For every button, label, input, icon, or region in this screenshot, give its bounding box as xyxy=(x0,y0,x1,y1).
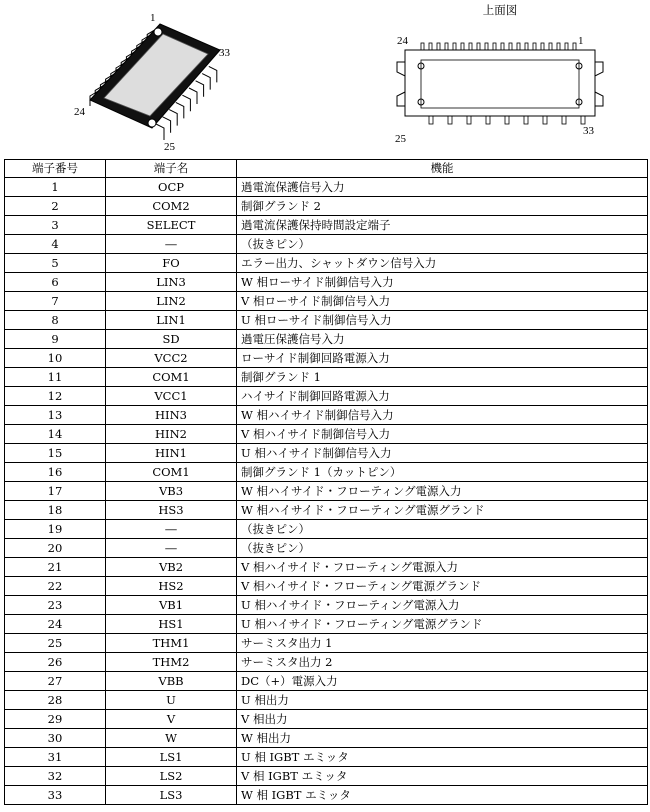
pin-number-cell: 30 xyxy=(5,729,106,748)
pin-lead xyxy=(437,43,440,50)
table-row xyxy=(5,691,648,710)
table-header-row xyxy=(5,160,648,178)
pin-number-cell: 20 xyxy=(5,539,106,558)
pin-function-cell: V 相 IGBT エミッタ xyxy=(237,767,648,786)
pin-number-cell: 25 xyxy=(5,634,106,653)
pin-function-cell: V 相ローサイド制御信号入力 xyxy=(237,292,648,311)
label-pin-25: 25 xyxy=(164,141,175,153)
table-row xyxy=(5,463,648,482)
pin-lead xyxy=(485,43,488,50)
pin-lead xyxy=(509,43,512,50)
pin-function-cell: （抜きピン） xyxy=(237,520,648,539)
table-row xyxy=(5,615,648,634)
table-row xyxy=(5,577,648,596)
pin-function-cell: 過電流保護信号入力 xyxy=(237,178,648,197)
pin-function-cell: W 相 IGBT エミッタ xyxy=(237,786,648,805)
pin-function-cell: V 相ハイサイド・フローティング電源入力 xyxy=(237,558,648,577)
pin-function-cell: U 相ローサイド制御信号入力 xyxy=(237,311,648,330)
pin-function-cell: V 相ハイサイド制御信号入力 xyxy=(237,425,648,444)
pin-function-cell: V 相出力 xyxy=(237,710,648,729)
right-tab xyxy=(595,92,603,106)
pin-number-cell: 26 xyxy=(5,653,106,672)
pin-lead xyxy=(505,116,509,124)
pin-number-cell: 7 xyxy=(5,292,106,311)
pin-name-cell: VCC2 xyxy=(106,349,237,368)
pin-name-cell: LIN1 xyxy=(106,311,237,330)
pin-function-cell: U 相出力 xyxy=(237,691,648,710)
pin-lead xyxy=(156,124,164,140)
right-tab xyxy=(595,62,603,76)
pin-function-cell: サーミスタ出力 2 xyxy=(237,653,648,672)
pin-name-cell: VBB xyxy=(106,672,237,691)
pin-lead xyxy=(541,43,544,50)
label-pin-25: 25 xyxy=(395,133,406,145)
pin-number-cell: 6 xyxy=(5,273,106,292)
pin-name-cell: VB1 xyxy=(106,596,237,615)
pin-name-cell: U xyxy=(106,691,237,710)
pin-function-cell: 制御グランド 2 xyxy=(237,197,648,216)
pin-lead xyxy=(517,43,520,50)
left-tab xyxy=(397,62,405,76)
table-row xyxy=(5,178,648,197)
pin-lead xyxy=(501,43,504,50)
pin-lead xyxy=(429,43,432,50)
pin-name-cell: W xyxy=(106,729,237,748)
header-pin-name: 端子名 xyxy=(106,160,237,178)
pin-name-cell: LS2 xyxy=(106,767,237,786)
pin-number-cell: 15 xyxy=(5,444,106,463)
top-view-caption: 上面図 xyxy=(482,3,518,17)
pin-name-cell: SELECT xyxy=(106,216,237,235)
pin-number-cell: 29 xyxy=(5,710,106,729)
pin-lead xyxy=(524,116,528,124)
pin-number-cell: 16 xyxy=(5,463,106,482)
table-row xyxy=(5,216,648,235)
pin-name-cell: HIN3 xyxy=(106,406,237,425)
label-pin-24: 24 xyxy=(74,106,85,118)
pin-number-cell: 3 xyxy=(5,216,106,235)
pin-number-cell: 18 xyxy=(5,501,106,520)
pin-number-cell: 9 xyxy=(5,330,106,349)
pin-name-cell: THM2 xyxy=(106,653,237,672)
pin-function-cell: 過電流保護保持時間設定端子 xyxy=(237,216,648,235)
pin-number-cell: 24 xyxy=(5,615,106,634)
table-row xyxy=(5,482,648,501)
pin-lead xyxy=(525,43,528,50)
pin-number-cell: 4 xyxy=(5,235,106,254)
pin-number-cell: 5 xyxy=(5,254,106,273)
pin-lead xyxy=(557,43,560,50)
label-pin-33: 33 xyxy=(583,125,594,137)
pin-lead xyxy=(429,116,433,124)
pin-number-cell: 17 xyxy=(5,482,106,501)
table-row xyxy=(5,596,648,615)
pin-function-cell: U 相ハイサイド制御信号入力 xyxy=(237,444,648,463)
table-row xyxy=(5,501,648,520)
pin-function-cell: 制御グランド 1 xyxy=(237,368,648,387)
pin-function-cell: ハイサイド制御回路電源入力 xyxy=(237,387,648,406)
pin-number-cell: 2 xyxy=(5,197,106,216)
pin-lead xyxy=(573,43,576,50)
pin-number-cell: 19 xyxy=(5,520,106,539)
table-row xyxy=(5,235,648,254)
table-row xyxy=(5,710,648,729)
table-row xyxy=(5,197,648,216)
pin-name-cell: LIN3 xyxy=(106,273,237,292)
mounting-hole xyxy=(148,119,156,127)
pin-name-cell: HS3 xyxy=(106,501,237,520)
pin-number-cell: 8 xyxy=(5,311,106,330)
table-row xyxy=(5,368,648,387)
pin-function-cell: 過電圧保護信号入力 xyxy=(237,330,648,349)
pin-function-cell: U 相 IGBT エミッタ xyxy=(237,748,648,767)
table-row xyxy=(5,254,648,273)
pin-lead xyxy=(421,43,424,50)
pin-lead xyxy=(467,116,471,124)
pin-function-cell: 制御グランド 1（カットピン） xyxy=(237,463,648,482)
pin-function-cell: W 相出力 xyxy=(237,729,648,748)
pin-name-cell: LS1 xyxy=(106,748,237,767)
pin-number-cell: 13 xyxy=(5,406,106,425)
pin-name-cell: V xyxy=(106,710,237,729)
pin-name-cell: VB2 xyxy=(106,558,237,577)
pin-number-cell: 23 xyxy=(5,596,106,615)
pin-lead xyxy=(445,43,448,50)
table-row xyxy=(5,748,648,767)
pin-name-cell: THM1 xyxy=(106,634,237,653)
pin-number-cell: 14 xyxy=(5,425,106,444)
pin-name-cell: COM2 xyxy=(106,197,237,216)
pin-name-cell: VCC1 xyxy=(106,387,237,406)
table-row xyxy=(5,425,648,444)
pin-lead xyxy=(562,116,566,124)
pin-name-cell: HIN2 xyxy=(106,425,237,444)
table-row xyxy=(5,539,648,558)
table-row xyxy=(5,406,648,425)
pin-name-cell: COM1 xyxy=(106,368,237,387)
pin-number-cell: 12 xyxy=(5,387,106,406)
pin-lead xyxy=(543,116,547,124)
table-row xyxy=(5,520,648,539)
pin-number-cell: 11 xyxy=(5,368,106,387)
pin-lead xyxy=(461,43,464,50)
pin-lead xyxy=(581,116,585,124)
pin-name-cell: FO xyxy=(106,254,237,273)
table-row xyxy=(5,273,648,292)
table-row xyxy=(5,311,648,330)
pin-name-cell: VB3 xyxy=(106,482,237,501)
pin-name-cell: ― xyxy=(106,520,237,539)
pin-lead xyxy=(493,43,496,50)
pin-number-cell: 31 xyxy=(5,748,106,767)
pin-lead xyxy=(477,43,480,50)
pin-name-cell: HS2 xyxy=(106,577,237,596)
table-row xyxy=(5,292,648,311)
pin-name-cell: HIN1 xyxy=(106,444,237,463)
pin-function-cell: W 相ハイサイド制御信号入力 xyxy=(237,406,648,425)
pin-function-cell: ローサイド制御回路電源入力 xyxy=(237,349,648,368)
pin-function-cell: W 相ローサイド制御信号入力 xyxy=(237,273,648,292)
pin-function-cell: エラー出力、シャットダウン信号入力 xyxy=(237,254,648,273)
pin-function-cell: V 相ハイサイド・フローティング電源グランド xyxy=(237,577,648,596)
pin-number-cell: 33 xyxy=(5,786,106,805)
package-figure xyxy=(0,0,650,158)
header-function: 機能 xyxy=(237,160,648,178)
pin-function-cell: W 相ハイサイド・フローティング電源入力 xyxy=(237,482,648,501)
pin-number-cell: 21 xyxy=(5,558,106,577)
pin-number-cell: 1 xyxy=(5,178,106,197)
pin-name-cell: ― xyxy=(106,235,237,254)
pin-function-cell: DC（+）電源入力 xyxy=(237,672,648,691)
pin-function-cell: U 相ハイサイド・フローティング電源グランド xyxy=(237,615,648,634)
pin-name-cell: HS1 xyxy=(106,615,237,634)
table-row xyxy=(5,558,648,577)
pin-number-cell: 22 xyxy=(5,577,106,596)
pin-function-table xyxy=(4,159,648,805)
pin-function-cell: サーミスタ出力 1 xyxy=(237,634,648,653)
pin-number-cell: 10 xyxy=(5,349,106,368)
pin-name-cell: LIN2 xyxy=(106,292,237,311)
label-pin-1: 1 xyxy=(578,35,584,47)
table-row xyxy=(5,672,648,691)
pin-lead xyxy=(486,116,490,124)
pin-name-cell: SD xyxy=(106,330,237,349)
pin-number-cell: 32 xyxy=(5,767,106,786)
mounting-hole xyxy=(154,28,162,36)
pin-lead xyxy=(565,43,568,50)
pin-lead xyxy=(448,116,452,124)
table-row xyxy=(5,767,648,786)
table-row xyxy=(5,444,648,463)
table-row xyxy=(5,387,648,406)
pin-lead xyxy=(469,43,472,50)
label-pin-33: 33 xyxy=(219,47,230,59)
pin-function-cell: W 相ハイサイド・フローティング電源グランド xyxy=(237,501,648,520)
left-tab xyxy=(397,92,405,106)
pin-lead xyxy=(453,43,456,50)
table-row xyxy=(5,330,648,349)
pin-name-cell: LS3 xyxy=(106,786,237,805)
table-row xyxy=(5,786,648,805)
table-row xyxy=(5,653,648,672)
pin-name-cell: ― xyxy=(106,539,237,558)
pin-function-cell: （抜きピン） xyxy=(237,235,648,254)
package-3d-illustration xyxy=(60,4,250,154)
pin-name-cell: COM1 xyxy=(106,463,237,482)
pin-function-cell: U 相ハイサイド・フローティング電源入力 xyxy=(237,596,648,615)
table-row xyxy=(5,349,648,368)
table-row xyxy=(5,729,648,748)
label-pin-24: 24 xyxy=(397,35,408,47)
label-pin-1: 1 xyxy=(150,12,156,24)
package-top-view xyxy=(385,0,615,150)
header-pin-number: 端子番号 xyxy=(5,160,106,178)
table-row xyxy=(5,634,648,653)
pin-number-cell: 27 xyxy=(5,672,106,691)
pin-number-cell: 28 xyxy=(5,691,106,710)
pin-function-cell: （抜きピン） xyxy=(237,539,648,558)
pin-lead xyxy=(533,43,536,50)
pin-lead xyxy=(549,43,552,50)
pin-name-cell: OCP xyxy=(106,178,237,197)
